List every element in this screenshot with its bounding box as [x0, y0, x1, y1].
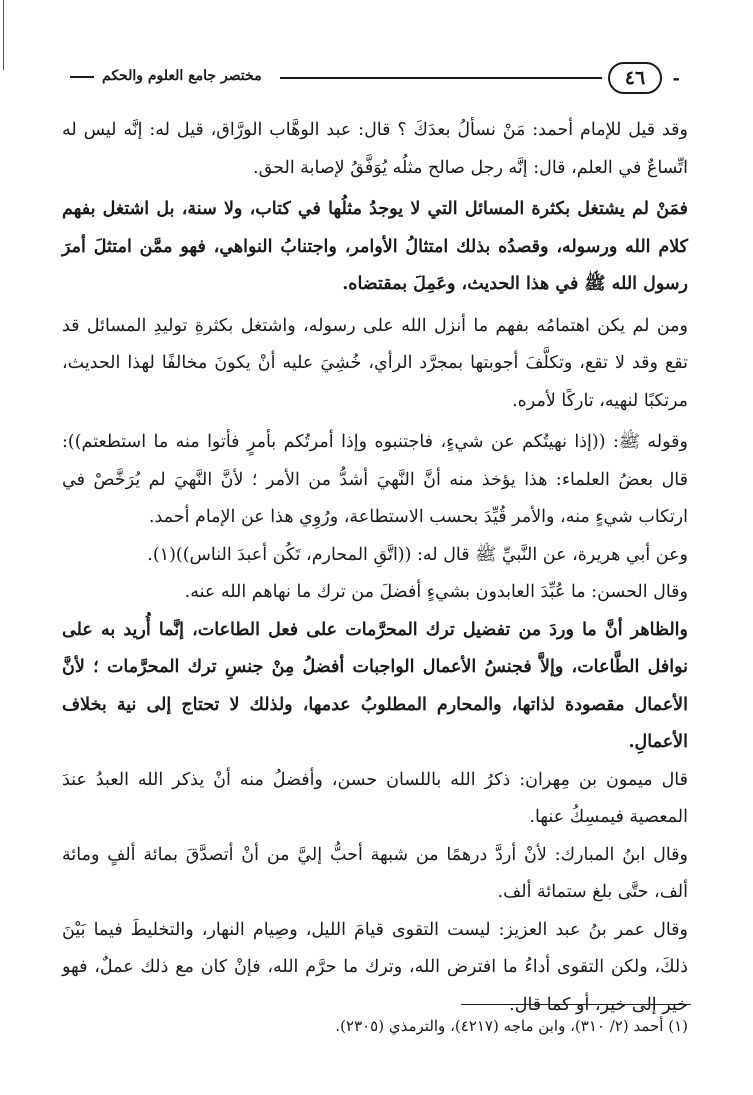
- paragraph: وقال الحسن: ما عُبِّدَ العابدون بشيءٍ أفضلَ من ترك ما نهاهم الله عنه.: [184, 582, 688, 602]
- paragraph: ومن لم يكن اهتمامُه بفهم ما أنزل الله على رسوله، واشتغل بكثرةِ توليدِ المسائل قد تقع وقد لا تقع، وتكلَّفَ أجوبتها بمجرَّد الرأي، خُشِيَ عليه أنْ يكونَ مخالفًا لهذا الحديث، مرتكبًا لنهيه، تاركًا لأمره.: [62, 315, 689, 411]
- paragraph: قال ميمون بن مِهران: ذكرُ الله باللسان حسن، وأفضلُ منه أنْ يذكر الله العبدُ عندَ المعصية فيمسِكُ عنها.: [62, 769, 688, 827]
- paragraph: والظاهر أنَّ ما وردَ من تفضيل ترك المحرَّمات على فعل الطاعات، إنَّما أُريد به على نوافل الطَّاعات، وإلاَّ فجنسُ الأعمال الواجبات أفضلُ مِنْ جنسِ ترك المحرَّمات ؛ لأنَّ الأعمال مقصودة لذاتها، والمحارم المطلوبُ عدمها، ولذلك لا تحتاج إلى نية بخلاف الأعمالِ.: [62, 619, 688, 752]
- paragraph: وقد قيل للإمام أحمد: مَنْ نسألُ بعدَكَ ؟ قال: عبد الوهَّاب الورَّاق، قيل له: إنَّه ليس له اتِّساعٌ في العلم، قال: إنَّه رجل صالح مثلُه يُوَفَّقُ لإصابة الحق.: [62, 120, 688, 178]
- footnote-separator: [461, 1004, 691, 1005]
- header-rule: [280, 77, 602, 79]
- scan-edge-line: [3, 0, 4, 70]
- header-rule-short: [70, 76, 94, 78]
- footnote: (١) أحمد (٢/ ٣١٠)، وابن ماجه (٤٢١٧)، والترمذي (٢٣٠٥).: [335, 1017, 688, 1035]
- paragraph: فمَنْ لم يشتغل بكثرة المسائل التي لا يوجدُ مثلُها في كتاب، ولا سنة، بل اشتغل بفهم كلام الله ورسوله، وقصدُه بذلك امتثالُ الأوامر، واجتنابُ النواهي، فهو ممَّن امتثلَ أمرَ رسول الله ﷺ في هذا الحديث، وعَمِلَ بمقتضاه.: [62, 199, 688, 294]
- page-body: [62, 112, 688, 1024]
- book-title: مختصر جامع العلوم والحكم: [102, 68, 262, 84]
- header-dash: -: [672, 68, 680, 89]
- paragraph: وقال ابنُ المبارك: لأنْ أردَّ درهمًا من شبهة أحبُّ إليَّ من أنْ أتصدَّقَ بمائة ألفٍ ومائة ألف، حتَّى بلغ ستمائة ألف.: [62, 844, 688, 902]
- page-header: [70, 62, 680, 96]
- paragraph: وعن أبي هريرة، عن النَّبيِّ ﷺ قال له: ((اتَّقِ المحارم، تَكُن أعبدَ الناس))(١).: [147, 544, 688, 565]
- paragraph: وقوله ﷺ: ((إذا نهيتُكم عن شيءٍ، فاجتنبوه وإذا أمرتُكم بأمرٍ فأتوا منه ما استطعتم)): قال بعضُ العلماء: هذا يؤخذ منه أنَّ النَّهيَ أشدُّ من الأمر ؛ لأنَّ النَّهيَ لم يُرَخَّصْ في ارتكاب شيءٍ منه، والأمر قُيِّدَ بحسب الاستطاعة، ورُوِي هذا عن الإمام أحمد.: [62, 432, 688, 527]
- page-number: ٤٦: [608, 62, 662, 94]
- paragraph: وقال عمر بنُ عبد العزيز: ليست التقوى قيامَ الليل، وصِيام النهار، والتخليطَ فيما بَيْنَ ذلكَ، ولكن التقوى أداءُ ما افترض الله، وترك ما حرَّم الله، فإنْ كان مع ذلك عملٌ، فهو خير إلى خير، أو كما قال.: [62, 919, 688, 1015]
